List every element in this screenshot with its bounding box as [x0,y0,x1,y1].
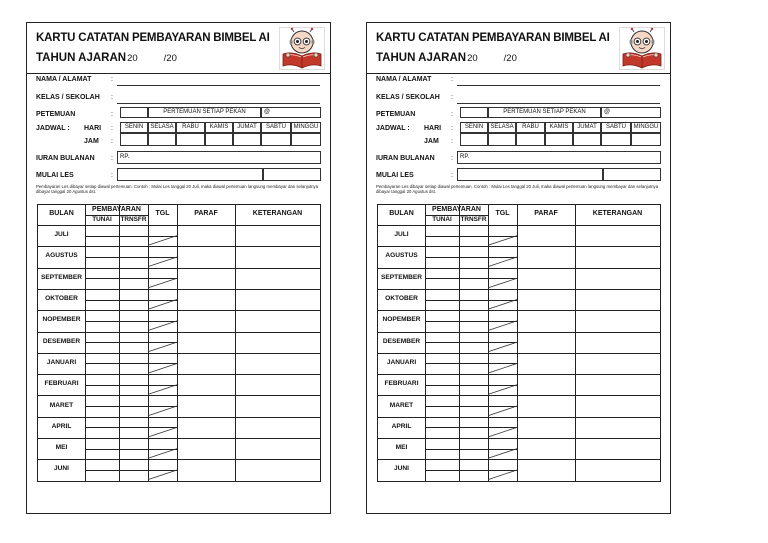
day-header-selasa: SELASA [488,122,516,133]
colon: : [111,76,113,83]
column-header-tunai: TUNAI [432,216,452,223]
year-prefix: 20 [127,53,138,64]
payment-table [377,204,661,482]
date-slash [148,449,177,459]
class-school-field[interactable] [457,103,660,104]
time-cell-kamis[interactable] [205,133,233,146]
date-slash [148,470,177,480]
meeting-per-week-label: PERTEMUAN SETIAP PEKAN [488,107,601,118]
colon: : [451,138,453,145]
day-header-rabu: RABU [516,122,545,133]
monthly-fee-label: IURAN BULANAN [36,155,95,162]
colon: : [451,125,453,132]
day-header-jumat: JUMAT [233,122,261,133]
month-label-april: APRIL [391,422,412,430]
month-label-juni: JUNI [393,465,410,473]
day-header-kamis: KAMIS [205,122,233,133]
month-label-nopember: NOPEMBER [42,316,81,324]
month-label-januari: JANUARI [386,358,417,366]
month-label-juli: JULI [394,231,409,239]
name-address-label: NAMA / ALAMAT [376,76,432,83]
academic-year-label [376,52,517,64]
month-label-juli: JULI [54,231,69,239]
date-slash [488,470,517,480]
day-header-minggu: MINGGU [291,122,321,133]
class-school-field[interactable] [117,103,320,104]
start-date-extra-field[interactable] [263,168,321,181]
meeting-rate-field[interactable]: @ [601,107,661,118]
month-label-juni: JUNI [53,465,70,473]
schedule-label: JADWAL : [36,125,70,132]
day-header-senin: SENIN [460,122,488,133]
class-school-label: KELAS / SEKOLAH [376,94,440,101]
start-date-field[interactable] [117,168,263,181]
time-cell-senin[interactable] [460,133,488,146]
colon: : [451,172,453,179]
time-cell-rabu[interactable] [516,133,545,146]
column-header-tgl: TGL [495,210,510,217]
date-slash [148,321,177,331]
colon: : [111,172,113,179]
month-label-april: APRIL [51,422,72,430]
month-label-februari: FEBRUARI [384,380,419,388]
time-cell-minggu[interactable] [291,133,321,146]
card-title: KARTU CATATAN PEMBAYARAN BIMBEL AI [36,32,270,44]
academic-year-text: TAHUN AJARAN [36,52,127,64]
date-slash [488,300,517,310]
column-header-pembayaran: PEMBAYARAN [92,206,141,213]
payment-note: Pembayaran Les dibayar setiap diawal pertemuan. Contoh : Mulai Les tanggal 20 Juli, maka diawal pertemuan langsung membayar dan selanjutnya dibayar tanggal 20 Agustus dst. [376,184,659,194]
meeting-label: PETEMUAN [36,111,76,118]
time-cell-minggu[interactable] [631,133,661,146]
column-header-bulan: BULAN [49,210,74,217]
date-slash [148,385,177,395]
start-date-label: MULAI LES [36,172,74,179]
date-slash [488,363,517,373]
date-slash [148,427,177,437]
month-label-februari: FEBRUARI [44,380,79,388]
date-slash [148,257,177,267]
time-cell-sabtu[interactable] [601,133,631,146]
time-label: JAM [424,138,439,145]
robot-reading-book-icon [279,27,325,70]
meeting-per-week-label: PERTEMUAN SETIAP PEKAN [148,107,261,118]
column-header-keterangan: KETERANGAN [252,210,303,217]
start-date-label: MULAI LES [376,172,414,179]
date-slash [488,385,517,395]
time-cell-jumat[interactable] [573,133,601,146]
column-header-trnsfr: TRNSFR [460,216,487,223]
month-label-maret: MARET [49,401,74,409]
date-slash [488,406,517,416]
day-label: HARI [84,125,102,132]
date-slash-lines [378,205,660,481]
day-header-rabu: RABU [176,122,205,133]
time-label: JAM [84,138,99,145]
column-header-tunai: TUNAI [92,216,112,223]
robot-reading-book-icon [619,27,665,70]
payment-card-right [366,22,671,514]
colon: : [111,94,113,101]
year-prefix: 20 [467,53,478,64]
month-label-september: SEPTEMBER [40,273,83,281]
date-slash [488,342,517,352]
colon: : [111,138,113,145]
colon: : [451,111,453,118]
colon: : [451,94,453,101]
date-slash [488,321,517,331]
colon: : [111,155,113,162]
payment-note: Pembayaran Les dibayar setiap diawal pertemuan. Contoh : Mulai Les tanggal 20 Juli, maka diawal pertemuan langsung membayar dan selanjutnya dibayar tanggal 20 Agustus dst. [36,184,319,194]
colon: : [111,125,113,132]
month-label-agustus: AGUSTUS [385,252,418,260]
colon: : [111,111,113,118]
monthly-fee-field[interactable]: RP. [117,151,321,164]
day-header-kamis: KAMIS [545,122,573,133]
month-label-nopember: NOPEMBER [382,316,421,324]
academic-year-label [36,52,177,64]
month-label-desember: DESEMBER [42,337,81,345]
month-label-september: SEPTEMBER [380,273,423,281]
payment-table [37,204,321,482]
date-slash [488,257,517,267]
column-header-pembayaran: PEMBAYARAN [432,206,481,213]
date-slash [148,300,177,310]
day-header-minggu: MINGGU [631,122,661,133]
month-label-agustus: AGUSTUS [45,252,78,260]
date-slash [488,427,517,437]
card-title: KARTU CATATAN PEMBAYARAN BIMBEL AI [376,32,610,44]
name-address-field[interactable] [117,85,320,86]
month-label-mei: MEI [395,444,408,452]
meeting-label: PETEMUAN [376,111,416,118]
name-address-field[interactable] [457,85,660,86]
class-school-label: KELAS / SEKOLAH [36,94,100,101]
colon: : [451,155,453,162]
meeting-rate-field[interactable]: @ [261,107,321,118]
month-label-maret: MARET [389,401,414,409]
column-header-trnsfr: TRNSFR [120,216,147,223]
day-header-jumat: JUMAT [573,122,601,133]
month-label-desember: DESEMBER [382,337,421,345]
time-cell-rabu[interactable] [176,133,205,146]
time-cell-jumat[interactable] [233,133,261,146]
date-slash [148,236,177,246]
day-header-selasa: SELASA [148,122,176,133]
day-label: HARI [424,125,442,132]
time-cell-senin[interactable] [120,133,148,146]
start-date-extra-field[interactable] [603,168,661,181]
time-cell-kamis[interactable] [545,133,573,146]
date-slash [488,278,517,288]
column-header-bulan: BULAN [389,210,414,217]
column-header-keterangan: KETERANGAN [592,210,643,217]
date-slash [148,363,177,373]
column-header-paraf: PARAF [534,210,558,217]
column-header-paraf: PARAF [194,210,218,217]
start-date-field[interactable] [457,168,603,181]
time-cell-selasa[interactable] [488,133,516,146]
column-header-tgl: TGL [155,210,170,217]
card-header [367,23,670,74]
card-header [27,23,330,74]
month-label-mei: MEI [55,444,68,452]
meeting-count-field[interactable] [120,107,148,118]
date-slash [148,278,177,288]
month-label-oktober: OKTOBER [45,295,78,303]
day-header-sabtu: SABTU [601,122,631,133]
colon: : [451,76,453,83]
name-address-label: NAMA / ALAMAT [36,76,92,83]
time-cell-sabtu[interactable] [261,133,291,146]
date-slash-lines [38,205,320,481]
meeting-count-field[interactable] [460,107,488,118]
payment-card-left [26,22,331,514]
monthly-fee-label: IURAN BULANAN [376,155,435,162]
day-header-sabtu: SABTU [261,122,291,133]
monthly-fee-field[interactable]: RP. [457,151,661,164]
date-slash [148,406,177,416]
year-suffix: /20 [163,53,177,64]
month-label-januari: JANUARI [46,358,77,366]
year-suffix: /20 [503,53,517,64]
date-slash [488,449,517,459]
month-label-oktober: OKTOBER [385,295,418,303]
date-slash [488,236,517,246]
date-slash [148,342,177,352]
academic-year-text: TAHUN AJARAN [376,52,467,64]
time-cell-selasa[interactable] [148,133,176,146]
day-header-senin: SENIN [120,122,148,133]
schedule-label: JADWAL : [376,125,410,132]
